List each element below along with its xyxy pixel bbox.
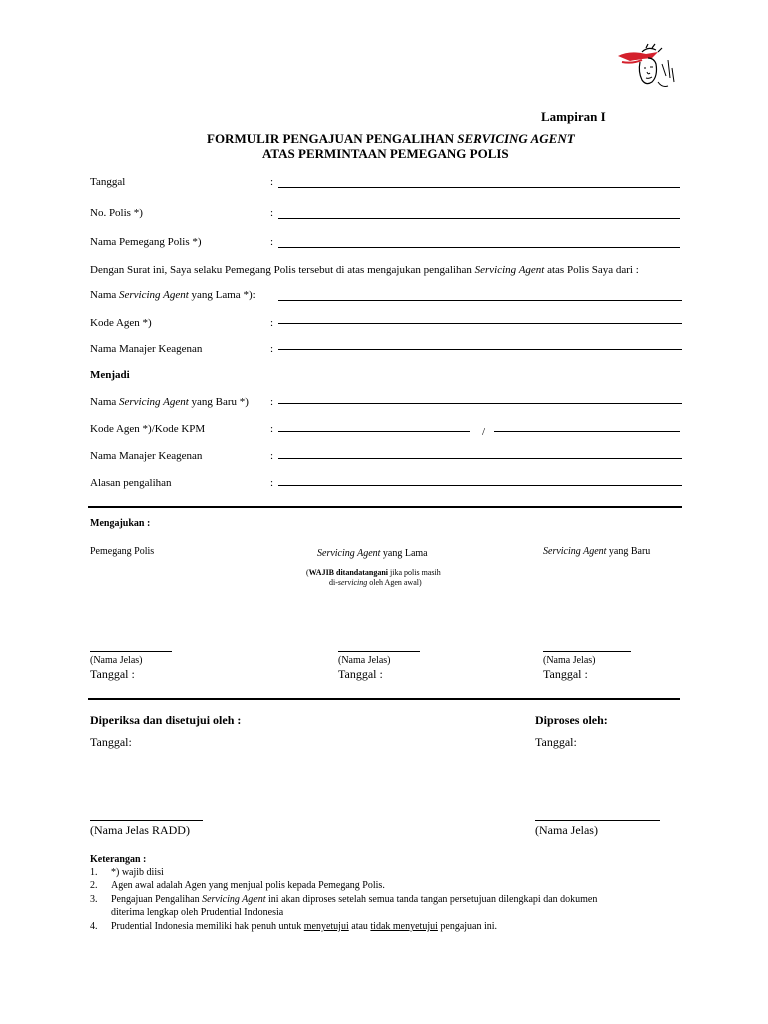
form-title-line1: FORMULIR PENGAJUAN PENGALIHAN SERVICING AGENT bbox=[207, 131, 575, 146]
nama-manajer2-label: Nama Manajer Keagenan bbox=[90, 450, 203, 462]
colon: : bbox=[270, 477, 274, 489]
keterangan-item: Prudential Indonesia memiliki hak penuh untuk menyetujui atau tidak menyetujui pengajuan ini. bbox=[111, 921, 498, 932]
wajib-note-line1: (WAJIB ditandatangani jika polis masih bbox=[306, 568, 441, 577]
colon: : bbox=[270, 236, 274, 248]
keterangan-item-continued: diterima lengkap oleh Prudential Indonesia bbox=[111, 907, 284, 918]
wajib-note-line2: di-servicing oleh Agen awal) bbox=[329, 578, 422, 587]
keterangan-num: 3. bbox=[90, 894, 98, 905]
nama-jelas-radd: (Nama Jelas RADD) bbox=[90, 823, 190, 837]
kode-agen-input-2[interactable] bbox=[278, 419, 470, 432]
menjadi-heading: Menjadi bbox=[90, 369, 130, 381]
section-divider bbox=[88, 506, 682, 508]
tanggal-label: Tanggal bbox=[90, 176, 126, 188]
diproses-heading: Diproses oleh: bbox=[535, 713, 608, 727]
statement-text: Dengan Surat ini, Saya selaku Pemegang Polis tersebut di atas mengajukan pengalihan Servicing Agent atas Polis Saya dari : bbox=[90, 264, 639, 276]
signature-line-pemegang bbox=[90, 651, 172, 652]
keterangan-heading: Keterangan : bbox=[90, 854, 147, 865]
signature-line-sa-baru bbox=[543, 651, 631, 652]
keterangan-num: 4. bbox=[90, 921, 98, 932]
form-title-line2: ATAS PERMINTAAN PEMEGANG POLIS bbox=[262, 146, 509, 161]
kode-agen-input[interactable] bbox=[278, 311, 682, 324]
nama-jelas-pemegang: (Nama Jelas) bbox=[90, 655, 143, 666]
nama-pemegang-input[interactable] bbox=[278, 235, 680, 248]
tanggal-sa-baru: Tanggal : bbox=[543, 667, 588, 681]
nama-manajer-label: Nama Manajer Keagenan bbox=[90, 343, 203, 355]
slash-separator: / bbox=[482, 426, 486, 438]
mengajukan-heading: Mengajukan : bbox=[90, 518, 151, 529]
no-polis-label: No. Polis *) bbox=[90, 207, 143, 219]
signature-line-diproses bbox=[535, 820, 660, 821]
signature-line-sa-lama bbox=[338, 651, 420, 652]
section-divider-2 bbox=[88, 698, 680, 700]
signature-line-radd bbox=[90, 820, 203, 821]
tanggal-pemegang: Tanggal : bbox=[90, 667, 135, 681]
no-polis-input[interactable] bbox=[278, 206, 680, 219]
alasan-input[interactable] bbox=[278, 473, 682, 486]
colon: : bbox=[270, 317, 274, 329]
keterangan-num: 1. bbox=[90, 867, 98, 878]
kode-kpm-input[interactable] bbox=[494, 419, 680, 432]
diperiksa-heading: Diperiksa dan disetujui oleh : bbox=[90, 713, 242, 727]
colon: : bbox=[270, 423, 274, 435]
kode-agen-kpm-label: Kode Agen *)/Kode KPM bbox=[90, 423, 206, 435]
nama-jelas-diproses: (Nama Jelas) bbox=[535, 823, 598, 837]
colon: : bbox=[270, 207, 274, 219]
sa-lama-label: Servicing Agent yang Lama bbox=[317, 548, 428, 559]
nama-sa-baru-input[interactable] bbox=[278, 391, 682, 404]
tanggal-diproses: Tanggal: bbox=[535, 735, 577, 749]
kode-agen-label: Kode Agen *) bbox=[90, 317, 152, 329]
keterangan-item: *) wajib diisi bbox=[111, 867, 164, 878]
colon: : bbox=[270, 450, 274, 462]
nama-sa-lama-label: Nama Servicing Agent yang Lama *): bbox=[90, 289, 256, 301]
keterangan-item: Agen awal adalah Agen yang menjual polis kepada Pemegang Polis. bbox=[111, 880, 385, 891]
nama-sa-lama-input[interactable] bbox=[278, 288, 682, 301]
nama-manajer-input[interactable] bbox=[278, 337, 682, 350]
colon: : bbox=[270, 343, 274, 355]
tanggal-sa-lama: Tanggal : bbox=[338, 667, 383, 681]
alasan-label: Alasan pengalihan bbox=[90, 477, 172, 489]
keterangan-item: Pengajuan Pengalihan Servicing Agent ini akan diproses setelah semua tanda tangan persetujuan dilengkapi dan dokumen bbox=[111, 894, 598, 905]
nama-sa-baru-label: Nama Servicing Agent yang Baru *) bbox=[90, 396, 249, 408]
nama-jelas-sa-baru: (Nama Jelas) bbox=[543, 655, 596, 666]
nama-jelas-sa-lama: (Nama Jelas) bbox=[338, 655, 391, 666]
sa-baru-label: Servicing Agent yang Baru bbox=[543, 546, 651, 557]
tanggal-input[interactable] bbox=[278, 175, 680, 188]
lampiran-label: Lampiran I bbox=[541, 109, 606, 124]
tanggal-radd: Tanggal: bbox=[90, 735, 132, 749]
keterangan-num: 2. bbox=[90, 880, 98, 891]
colon: : bbox=[270, 176, 274, 188]
colon: : bbox=[270, 396, 274, 408]
pemegang-polis-label: Pemegang Polis bbox=[90, 546, 155, 557]
nama-pemegang-label: Nama Pemegang Polis *) bbox=[90, 236, 202, 248]
nama-manajer2-input[interactable] bbox=[278, 446, 682, 459]
prudential-logo-icon bbox=[612, 42, 680, 92]
